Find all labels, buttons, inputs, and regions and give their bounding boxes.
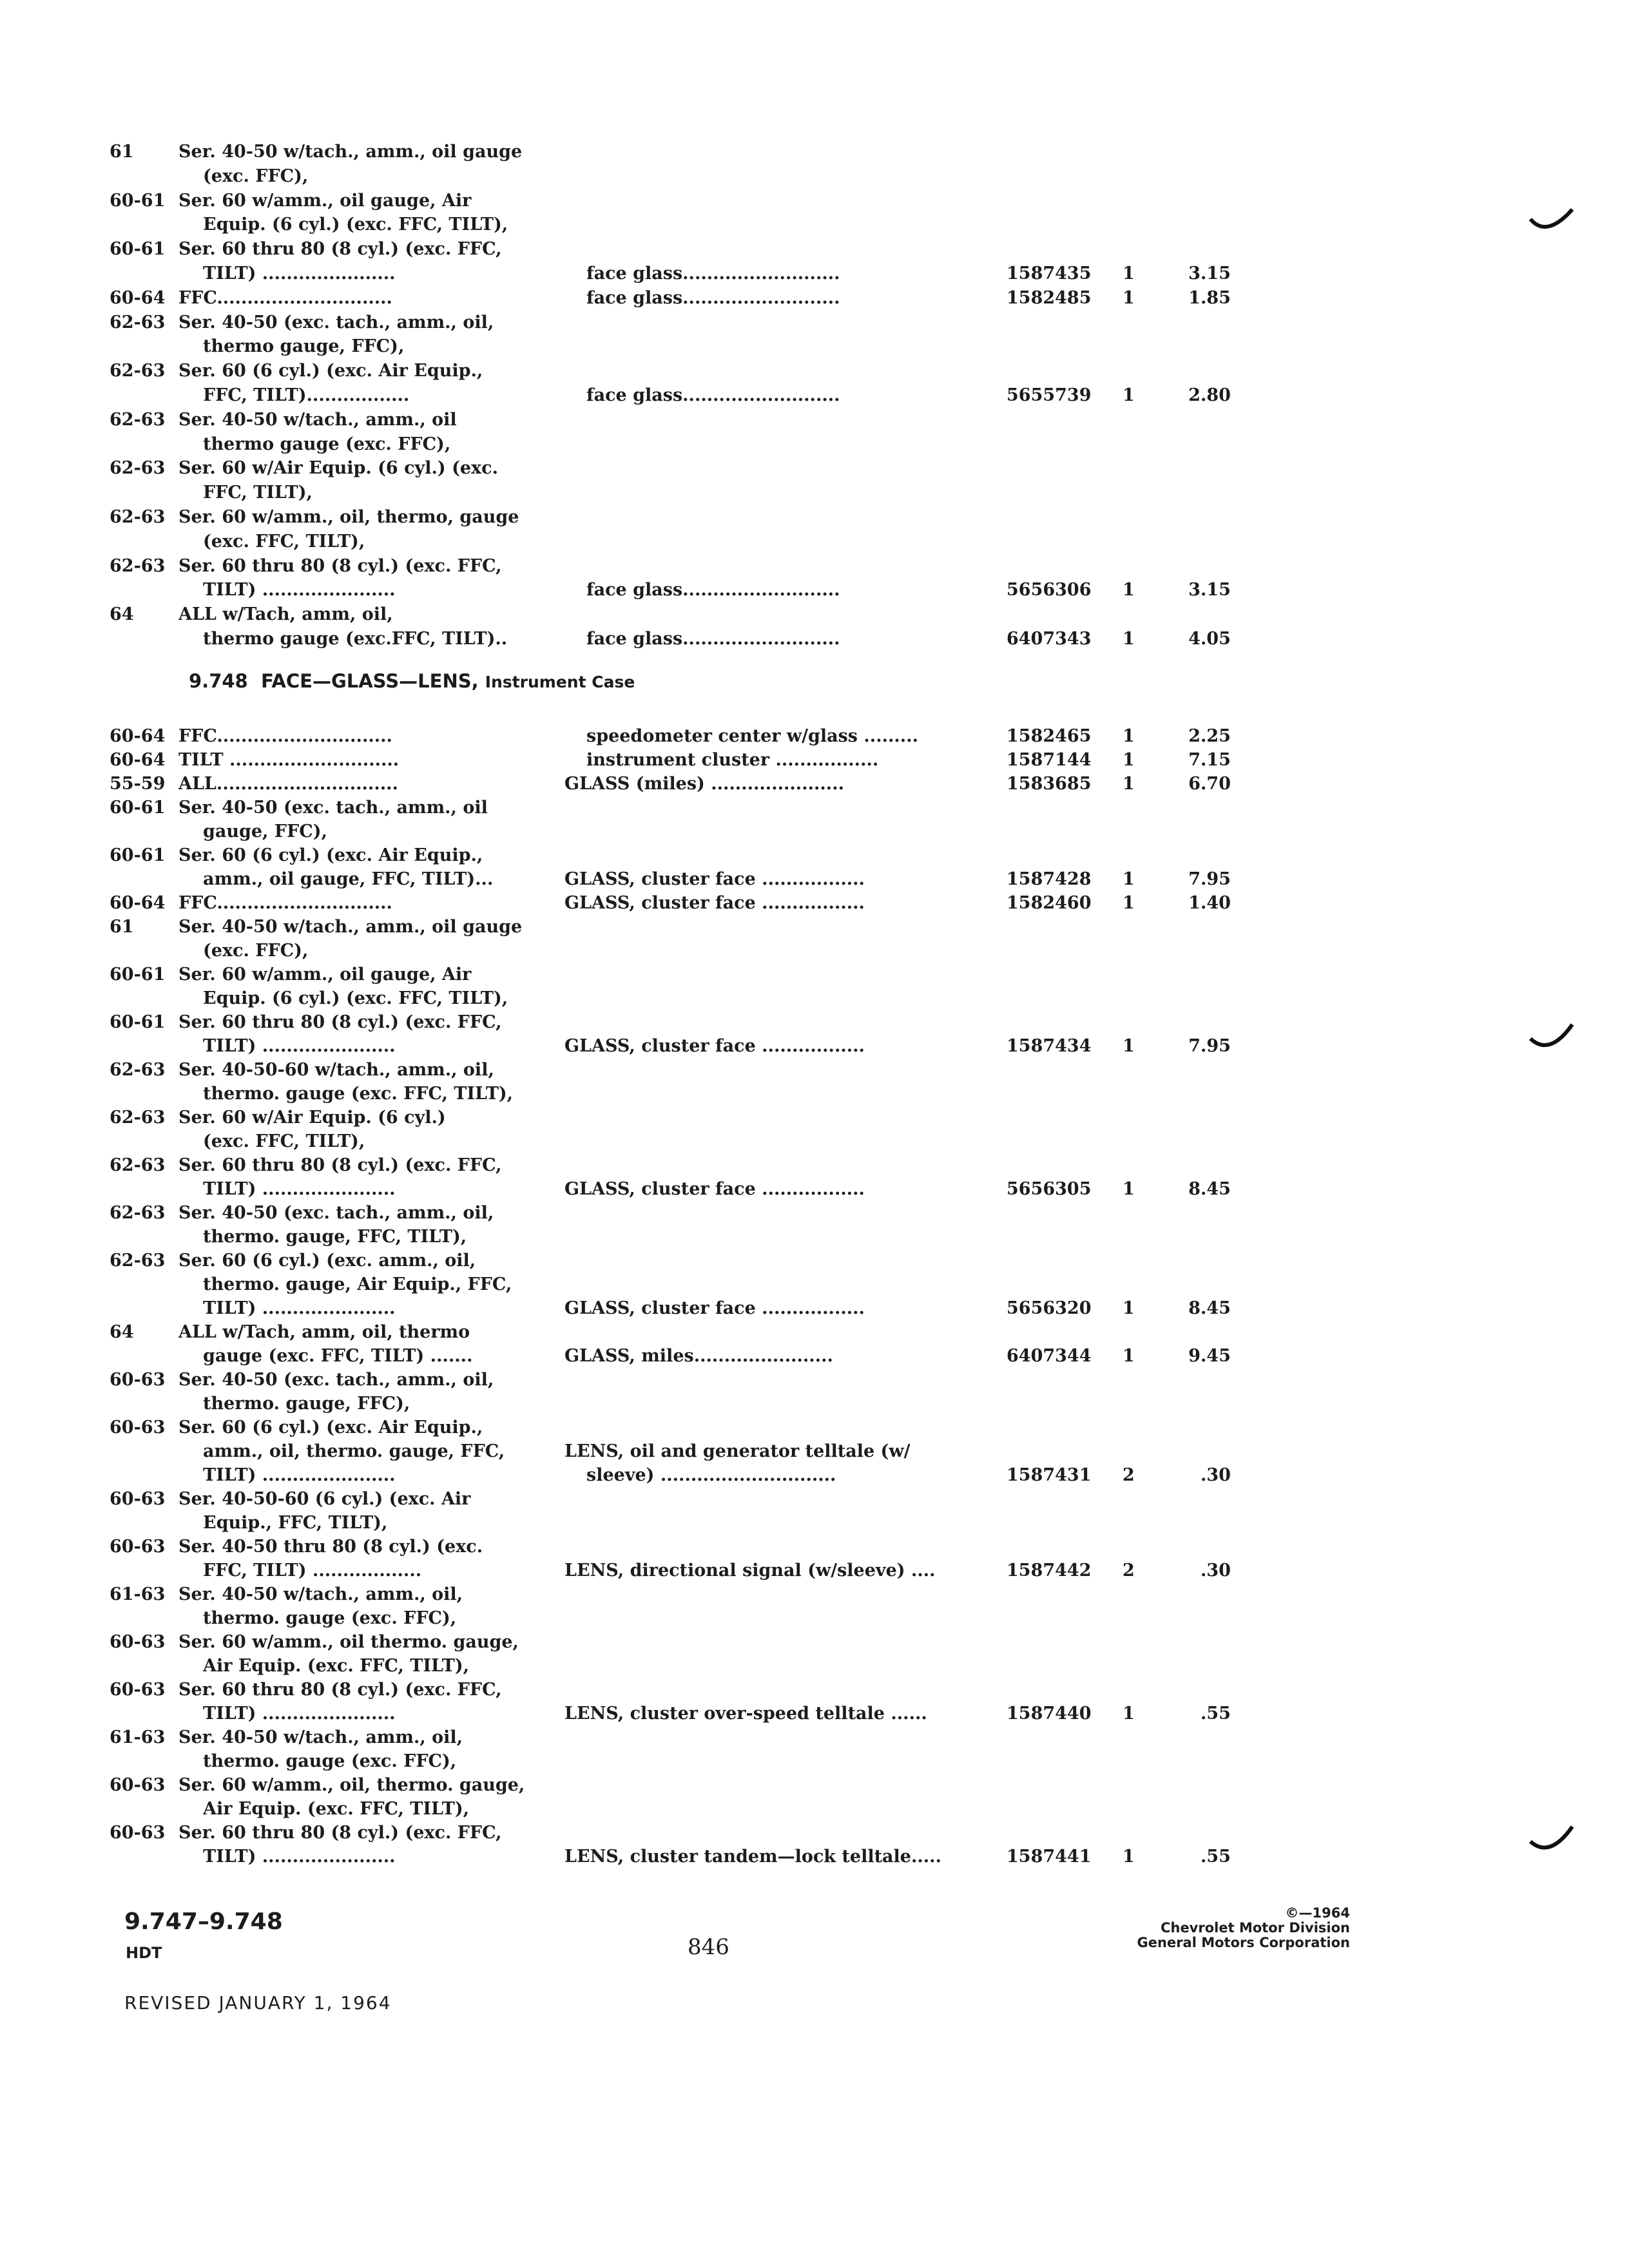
quantity: 1 [1123, 1704, 1135, 1724]
application: Ser. 40-50 w/tach., amm., oil, [178, 1584, 463, 1604]
quantity: 1 [1123, 1036, 1135, 1056]
quantity: 1 [1123, 726, 1135, 746]
application: Ser. 40-50 thru 80 (8 cyl.) (exc. [178, 1537, 483, 1557]
application: Ser. 40-50 (exc. tach., amm., oil, [178, 1203, 494, 1223]
section-subtitle: Instrument Case [485, 673, 635, 691]
quantity: 1 [1123, 1298, 1135, 1318]
application: amm., oil, thermo. gauge, FFC, [203, 1441, 505, 1461]
footer-company-line2: General Motors Corporation [1137, 1935, 1350, 1950]
application: Ser. 60 w/Air Equip. (6 cyl.) [178, 1108, 446, 1128]
model-year: 62-63 [110, 458, 166, 479]
model-year: 60-64 [110, 893, 166, 913]
application: Ser. 60 w/amm., oil, thermo, gauge [178, 507, 519, 527]
binding-mark-bottom [1530, 1827, 1572, 1847]
quantity: 1 [1123, 869, 1135, 889]
application: gauge, FFC), [203, 822, 327, 841]
application: Air Equip. (exc. FFC, TILT), [203, 1799, 470, 1819]
price: .30 [1200, 1465, 1231, 1485]
part-number: 1587434 [1007, 1036, 1092, 1056]
application: gauge (exc. FFC, TILT) ....... [203, 1346, 473, 1366]
model-year: 60-63 [110, 1537, 166, 1557]
part-number: 1587442 [1007, 1561, 1092, 1581]
part-description: GLASS, cluster face ................. [564, 869, 865, 889]
model-year: 62-63 [110, 409, 166, 430]
model-year: 61-63 [110, 1584, 166, 1604]
application: TILT) ...................... [203, 1847, 396, 1867]
model-year: 60-63 [110, 1418, 166, 1437]
model-year: 62-63 [110, 1060, 166, 1080]
model-year: 64 [110, 604, 134, 625]
model-year: 60-64 [110, 287, 166, 308]
application: amm., oil gauge, FFC, TILT)... [203, 869, 494, 889]
model-year: 60-63 [110, 1775, 166, 1795]
application: FFC, TILT)................. [203, 385, 410, 405]
application: Ser. 40-50 (exc. tach., amm., oil [178, 798, 488, 818]
price: 7.15 [1188, 750, 1231, 770]
model-year: 60-63 [110, 1632, 166, 1652]
part-number: 1587431 [1007, 1465, 1092, 1485]
model-year: 60-64 [110, 726, 166, 746]
footer-revised-date: REVISED JANUARY 1, 1964 [124, 1992, 392, 2013]
model-year: 62-63 [110, 1251, 166, 1271]
application: (exc. FFC), [203, 166, 309, 186]
quantity: 1 [1123, 385, 1135, 405]
application: Ser. 40-50 w/tach., amm., oil gauge [178, 917, 523, 937]
application: Ser. 60 w/amm., oil, thermo. gauge, [178, 1775, 525, 1795]
model-year: 60-61 [110, 190, 166, 211]
application: Ser. 40-50 w/tach., amm., oil gauge [178, 142, 523, 162]
model-year: 60-63 [110, 1370, 166, 1390]
application: Ser. 60 (6 cyl.) (exc. Air Equip., [178, 845, 483, 865]
application: thermo. gauge, Air Equip., FFC, [203, 1274, 512, 1294]
part-description: face glass.......................... [586, 264, 840, 284]
application: Ser. 40-50 w/tach., amm., oil, [178, 1727, 463, 1747]
price: 1.40 [1188, 893, 1231, 913]
model-year: 60-61 [110, 965, 166, 985]
application: Ser. 40-50 (exc. tach., amm., oil, [178, 312, 494, 332]
application: FFC............................. [178, 893, 392, 913]
model-year: 64 [110, 1322, 134, 1342]
application: Ser. 40-50-60 (6 cyl.) (exc. Air [178, 1489, 471, 1509]
application: TILT) ...................... [203, 1036, 396, 1056]
part-number: 1587428 [1007, 869, 1092, 889]
price: 2.80 [1188, 385, 1231, 405]
price: 3.15 [1188, 264, 1231, 284]
application: thermo. gauge (exc. FFC, TILT), [203, 1084, 514, 1104]
price: 1.85 [1188, 287, 1231, 308]
part-number: 1582465 [1007, 726, 1092, 746]
application: thermo gauge, FFC), [203, 336, 405, 357]
application: Air Equip. (exc. FFC, TILT), [203, 1656, 470, 1676]
model-year: 60-61 [110, 239, 166, 260]
application: Ser. 60 thru 80 (8 cyl.) (exc. FFC, [178, 555, 502, 576]
footer-copyright: ©—1964 [1285, 1905, 1350, 1921]
part-description: sleeve) ............................. [586, 1465, 836, 1485]
application: thermo gauge (exc.FFC, TILT).. [203, 629, 508, 649]
part-description: speedometer center w/glass ......... [586, 726, 919, 746]
price: 2.25 [1188, 726, 1231, 746]
application: (exc. FFC, TILT), [203, 1131, 365, 1151]
application: Ser. 60 w/amm., oil thermo. gauge, [178, 1632, 519, 1652]
model-year: 60-64 [110, 750, 166, 770]
part-description: face glass.......................... [586, 287, 840, 308]
model-year: 60-61 [110, 1012, 166, 1032]
quantity: 2 [1123, 1561, 1135, 1581]
part-number: 1587440 [1007, 1704, 1092, 1724]
part-description: GLASS, cluster face ................. [564, 1036, 865, 1056]
part-description: GLASS, cluster face ................. [564, 893, 865, 913]
part-description: LENS, cluster over-speed telltale ...... [564, 1704, 927, 1724]
application: Equip. (6 cyl.) (exc. FFC, TILT), [203, 215, 508, 235]
model-year: 60-63 [110, 1680, 166, 1700]
application: Ser. 60 thru 80 (8 cyl.) (exc. FFC, [178, 1012, 502, 1032]
model-year: 60-63 [110, 1823, 166, 1843]
price: 8.45 [1188, 1179, 1231, 1199]
part-description: LENS, directional signal (w/sleeve) .... [564, 1561, 936, 1581]
model-year: 60-61 [110, 845, 166, 865]
model-year: 61 [110, 142, 134, 162]
quantity: 1 [1123, 1179, 1135, 1199]
part-number: 6407343 [1007, 629, 1092, 649]
application: Ser. 40-50 w/tach., amm., oil [178, 409, 457, 430]
part-description: face glass.......................... [586, 385, 840, 405]
footer-series: HDT [126, 1944, 162, 1962]
application: Ser. 60 (6 cyl.) (exc. Air Equip., [178, 1418, 483, 1437]
application: thermo. gauge (exc. FFC), [203, 1751, 457, 1771]
application: Ser. 60 thru 80 (8 cyl.) (exc. FFC, [178, 1155, 502, 1175]
quantity: 1 [1123, 629, 1135, 649]
price: 6.70 [1188, 774, 1231, 794]
model-year: 60-61 [110, 798, 166, 818]
quantity: 1 [1123, 774, 1135, 794]
section-title: FACE—GLASS—LENS, [260, 670, 479, 692]
section-number: 9.748 [189, 670, 248, 692]
part-description: GLASS, miles....................... [564, 1346, 833, 1366]
application: ALL.............................. [178, 774, 398, 794]
part-number: 1587441 [1007, 1847, 1092, 1867]
part-number: 5656306 [1007, 580, 1092, 601]
part-description: GLASS, cluster face ................. [564, 1298, 865, 1318]
application: Ser. 60 (6 cyl.) (exc. Air Equip., [178, 361, 483, 381]
application: thermo. gauge, FFC), [203, 1394, 410, 1414]
part-number: 5656305 [1007, 1179, 1092, 1199]
model-year: 61-63 [110, 1727, 166, 1747]
application: Equip., FFC, TILT), [203, 1513, 388, 1533]
model-year: 55-59 [110, 774, 166, 794]
application: (exc. FFC, TILT), [203, 531, 365, 552]
application: TILT) ...................... [203, 1704, 396, 1724]
application: TILT) ...................... [203, 1298, 396, 1318]
model-year: 62-63 [110, 1108, 166, 1128]
binding-mark-top [1530, 209, 1572, 227]
application: FFC, TILT) .................. [203, 1561, 422, 1581]
application: Ser. 60 w/Air Equip. (6 cyl.) (exc. [178, 458, 498, 479]
application: Ser. 40-50-60 w/tach., amm., oil, [178, 1060, 494, 1080]
price: .55 [1200, 1704, 1231, 1724]
price: 8.45 [1188, 1298, 1231, 1318]
part-description: GLASS (miles) ...................... [564, 774, 845, 794]
model-year: 61 [110, 917, 134, 937]
application: Ser. 60 (6 cyl.) (exc. amm., oil, [178, 1251, 476, 1271]
part-number: 5656320 [1007, 1298, 1092, 1318]
part-number: 5655739 [1007, 385, 1092, 405]
quantity: 1 [1123, 750, 1135, 770]
application: FFC............................. [178, 287, 392, 308]
application: TILT ............................ [178, 750, 400, 770]
model-year: 62-63 [110, 507, 166, 527]
application: ALL w/Tach, amm, oil, [178, 604, 393, 625]
part-description: instrument cluster ................. [586, 750, 879, 770]
model-year: 62-63 [110, 1203, 166, 1223]
price: 7.95 [1188, 1036, 1231, 1056]
page-number: 846 [688, 1934, 729, 1960]
model-year: 62-63 [110, 361, 166, 381]
application: Ser. 60 w/amm., oil gauge, Air [178, 965, 472, 985]
quantity: 2 [1123, 1465, 1135, 1485]
model-year: 62-63 [110, 1155, 166, 1175]
application: thermo. gauge (exc. FFC), [203, 1608, 457, 1628]
part-description: LENS, cluster tandem—lock telltale..... [564, 1847, 941, 1867]
part-number: 1587435 [1007, 264, 1092, 284]
model-year: 62-63 [110, 555, 166, 576]
application: Ser. 60 w/amm., oil gauge, Air [178, 190, 472, 211]
application: thermo. gauge, FFC, TILT), [203, 1227, 467, 1247]
footer-section-range: 9.747–9.748 [124, 1908, 283, 1935]
application: Equip. (6 cyl.) (exc. FFC, TILT), [203, 988, 508, 1008]
quantity: 1 [1123, 264, 1135, 284]
price: .55 [1200, 1847, 1231, 1867]
part-description: face glass.......................... [586, 580, 840, 601]
price: 4.05 [1188, 629, 1231, 649]
application: TILT) ...................... [203, 1465, 396, 1485]
part-description: LENS, oil and generator telltale (w/ [564, 1441, 911, 1461]
model-year: 62-63 [110, 312, 166, 332]
model-year: 60-63 [110, 1489, 166, 1509]
application: Ser. 60 thru 80 (8 cyl.) (exc. FFC, [178, 1680, 502, 1700]
binding-mark-middle [1530, 1024, 1572, 1045]
quantity: 1 [1123, 893, 1135, 913]
price: .30 [1200, 1561, 1231, 1581]
price: 7.95 [1188, 869, 1231, 889]
part-number: 1583685 [1007, 774, 1092, 794]
part-description: GLASS, cluster face ................. [564, 1179, 865, 1199]
footer-company-line1: Chevrolet Motor Division [1161, 1920, 1350, 1936]
part-number: 1582460 [1007, 893, 1092, 913]
application: FFC............................. [178, 726, 392, 746]
part-number: 1582485 [1007, 287, 1092, 308]
part-number: 6407344 [1007, 1346, 1092, 1366]
application: Ser. 60 thru 80 (8 cyl.) (exc. FFC, [178, 1823, 502, 1843]
application: ALL w/Tach, amm, oil, thermo [178, 1322, 470, 1342]
quantity: 1 [1123, 1847, 1135, 1867]
application: TILT) ...................... [203, 264, 396, 284]
application: (exc. FFC), [203, 941, 309, 961]
quantity: 1 [1123, 580, 1135, 601]
quantity: 1 [1123, 287, 1135, 308]
price: 9.45 [1188, 1346, 1231, 1366]
application: Ser. 40-50 (exc. tach., amm., oil, [178, 1370, 494, 1390]
application: TILT) ...................... [203, 1179, 396, 1199]
application: TILT) ...................... [203, 580, 396, 601]
price: 3.15 [1188, 580, 1231, 601]
part-description: face glass.......................... [586, 629, 840, 649]
application: FFC, TILT), [203, 483, 313, 503]
application: thermo gauge (exc. FFC), [203, 434, 451, 454]
part-number: 1587144 [1007, 750, 1092, 770]
application: Ser. 60 thru 80 (8 cyl.) (exc. FFC, [178, 239, 502, 260]
quantity: 1 [1123, 1346, 1135, 1366]
